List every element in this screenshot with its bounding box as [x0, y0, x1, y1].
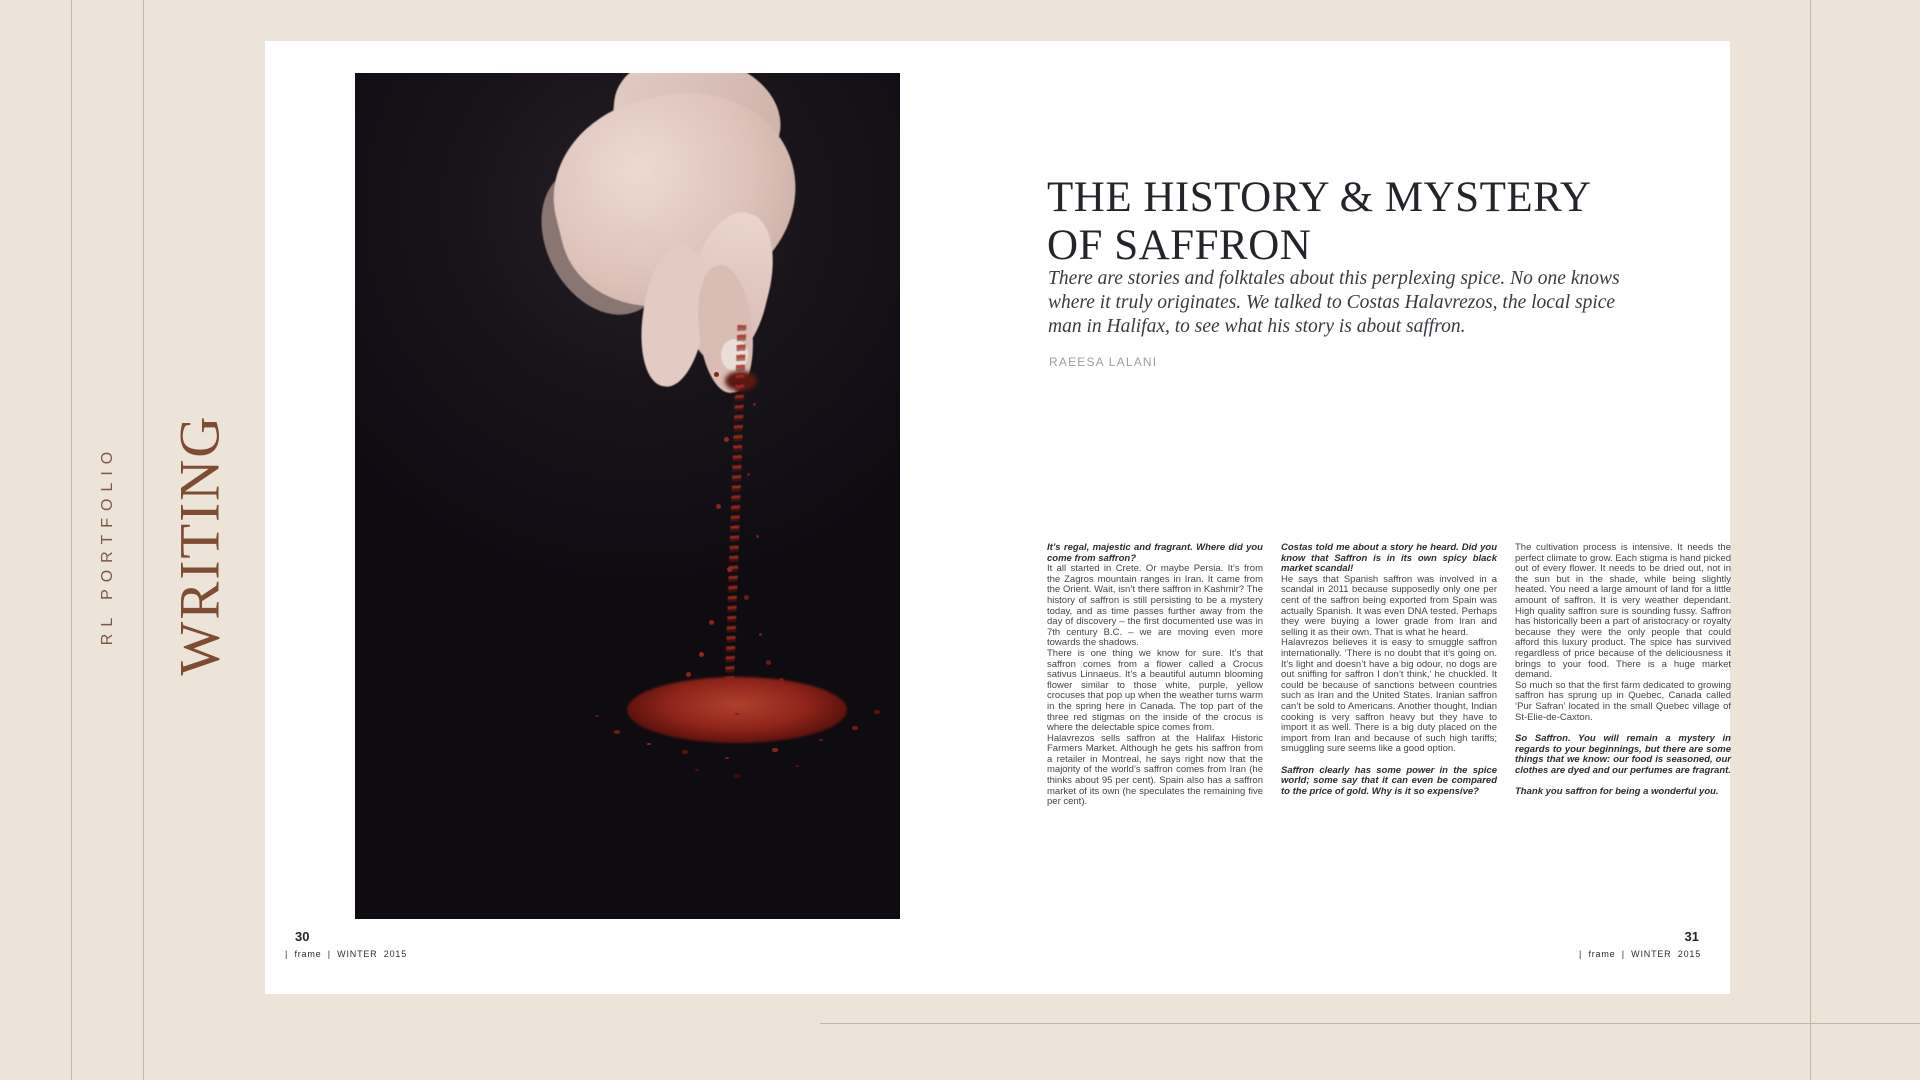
- folio-right: [1579, 930, 1701, 959]
- question-paragraph: It’s regal, majestic and fragrant. Where did you come from saffron?: [1047, 542, 1263, 564]
- body-column-2: [1281, 543, 1497, 808]
- body-paragraph: He says that Spanish saffron was involved in a scandal in 2011 because supposedly only one per cent of the saffron being exported from Spain was actually Spanish. It was even DNA tested. Perhaps they were buying a lower grade from Iran and selling it as their own. That is what he heard.: [1281, 573, 1497, 638]
- magazine-credit-left: | frame | WINTER 2015: [285, 949, 407, 959]
- bottom-right-rule: [820, 1023, 1920, 1024]
- question-paragraph: Saffron clearly has some power in the spice world; some say that it can even be compared to the price of gold. Why is it so expensive?: [1281, 764, 1497, 798]
- body-column-1: [1047, 543, 1263, 808]
- article-title-line1: THE HISTORY & MYSTERY: [1047, 174, 1592, 221]
- page-number-left: 30: [295, 929, 310, 944]
- article-title: [1047, 174, 1591, 270]
- article-subtitle: There are stories and folktales about this perplexing spice. No one knows where it truly originates. We talked to Costas Halavrezos, the local spice man in Halifax, to see what his story is about saffron.: [1048, 268, 1620, 337]
- hand-sprinkling-saffron: [355, 73, 900, 919]
- sidebar-rule-left: [71, 0, 72, 1080]
- article-body-columns: [1047, 543, 1731, 808]
- section-label-writing: WRITING: [168, 414, 232, 676]
- magazine-spread-page: [265, 41, 1730, 994]
- body-paragraph: Halavrezos believes it is easy to smuggle saffron internationally. ‘There is no doubt that it’s going on. It’s light and doesn’t have a big odour, no dogs are out sniffing for saffron I don’t think,’ he chuckled. It could be because of sanctions between countries such as Iran and the United States. Iranian saffron can’t be sold to Americans. Another thought, Indian cooking is very saffron heavy but they have to import it as well. There is a big duty placed on the import from Iran and because of such high tariffs; smuggling sure seems like a good option.: [1281, 637, 1497, 755]
- portfolio-label: RL PORTFOLIO: [99, 444, 116, 646]
- body-paragraph: It all started in Crete. Or maybe Persia. It’s from the Zagros mountain ranges in Iran. It came from the Orient. Wait, isn’t there saffron in Kashmir? The history of saffron is still persisting to be a mystery today, and as time passes further away from the day of discovery – the first documented use was in 7th century B.C. – we are moving even more towards the shadows.: [1047, 563, 1263, 649]
- folio-left: [285, 930, 407, 959]
- right-edge-rule: [1810, 0, 1811, 1080]
- article-byline: RAEESA LALANI: [1049, 355, 1158, 369]
- question-paragraph: Costas told me about a story he heard. Did you know that Saffron is in its own spicy black market scandal!: [1281, 542, 1497, 575]
- body-paragraph: There is one thing we know for sure. It’s that saffron comes from a flower called a Crocus sativus Linnaeus. It’s a beautiful autumn blooming flower similar to those white, purple, yellow crocuses that pop up when the weather turns warm in the spring here in Canada. The top part of the three red stigmas on the inside of the crocus is where the delectable spice comes from.: [1047, 647, 1263, 734]
- magazine-credit-right: | frame | WINTER 2015: [1579, 949, 1701, 959]
- question-paragraph: So Saffron. You will remain a mystery in regards to your beginnings, but there are some things that we know: our food is seasoned, our clothes are dyed and our perfumes are fragrant.: [1515, 733, 1731, 776]
- saffron-pile: [627, 677, 847, 743]
- body-paragraph: The cultivation process is intensive. It needs the perfect climate to grow. Each stigma is hand picked out of every flower. It needs to be dried out, not in the sun but in the shade, while being slightly heated. You need a large amount of land for a little amount of saffron. It is very weather dependant. High quality saffron sure is sounding fussy. Saffron has historically been a part of aristocracy or royalty because they were the only people that could afford this luxury product. The spice has survived regardless of price because of the deliciousness it brings to your food. There is a huge market demand.: [1515, 542, 1731, 681]
- body-paragraph: Halavrezos sells saffron at the Halifax Historic Farmers Market. Although he gets his saffron from a retailer in Montreal, he says right now that the majority of the world’s saffron comes from Iran (he thinks about 95 per cent). Spain also has a saffron market of its own (he speculates the remaining five per cent).: [1047, 732, 1263, 808]
- body-column-3: [1515, 543, 1731, 808]
- falling-saffron-specks: [355, 73, 358, 76]
- closing-paragraph: Thank you saffron for being a wonderful you.: [1515, 786, 1719, 798]
- page-number-right: 31: [1684, 929, 1699, 944]
- article-title-line2: OF SAFFRON: [1047, 222, 1312, 269]
- sidebar-rule-right: [143, 0, 144, 1080]
- scattered-saffron-threads: [735, 713, 739, 715]
- saffron-photo: [355, 73, 900, 919]
- body-paragraph: So much so that the first farm dedicated to growing saffron has sprung up in Quebec, Canada called ‘Pur Safran’ located in the small Quebec village of St-Elie-de-Caxton.: [1515, 679, 1731, 723]
